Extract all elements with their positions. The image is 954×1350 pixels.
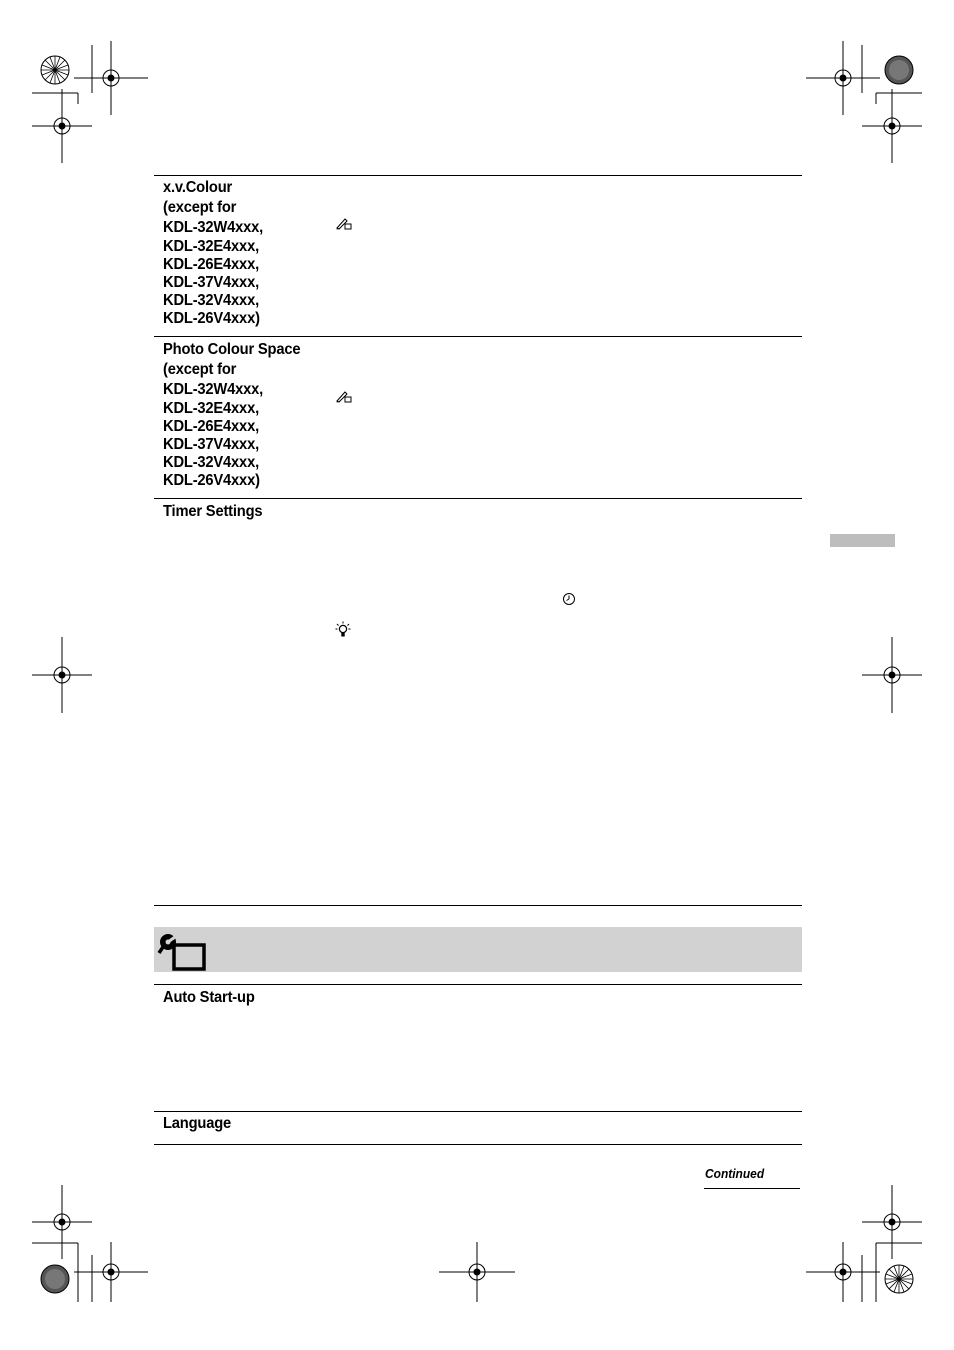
tip-lightbulb-icon: [335, 621, 351, 639]
timer-clock-icon: [562, 592, 576, 606]
continued-label: Continued: [705, 1166, 765, 1181]
section-end-rule: [154, 905, 802, 906]
term-line: KDL-32W4xxx,: [163, 219, 264, 237]
term-line: KDL-26V4xxx): [163, 472, 260, 490]
timer-settings-term: [163, 503, 319, 521]
table-top-rule: [154, 175, 802, 176]
term-line: (except for: [163, 199, 237, 217]
row-divider: [154, 984, 802, 985]
term-line: x.v.Colour: [163, 179, 233, 196]
term-line: KDL-32V4xxx,: [163, 454, 259, 472]
chapter-tab-marker: [830, 534, 895, 547]
auto-startup-term: [163, 989, 319, 1007]
term-line: KDL-26V4xxx): [163, 310, 260, 328]
term-line: KDL-26E4xxx,: [163, 255, 259, 273]
language-term: [163, 1115, 319, 1133]
continued-rule: [704, 1188, 800, 1189]
row-divider: [154, 336, 802, 337]
photo-colour-space-term: [163, 341, 319, 491]
term-line: Photo Colour Space: [163, 341, 301, 358]
term-line: KDL-32V4xxx,: [163, 292, 259, 310]
setup-section-band: [154, 927, 802, 972]
row-divider: [154, 1111, 802, 1112]
term-line: KDL-37V4xxx,: [163, 274, 259, 292]
note-pencil-icon: [335, 389, 353, 403]
term-line: KDL-32E4xxx,: [163, 399, 259, 417]
term-line: KDL-37V4xxx,: [163, 436, 259, 454]
term-line: Auto Start-up: [163, 989, 255, 1006]
term-line: (except for: [163, 361, 237, 379]
row-divider: [154, 498, 802, 499]
term-line: Language: [163, 1115, 232, 1132]
setup-wrench-monitor-icon: [157, 933, 209, 973]
term-line: KDL-32W4xxx,: [163, 381, 264, 399]
term-line: Timer Settings: [163, 503, 263, 520]
term-line: KDL-26E4xxx,: [163, 417, 259, 435]
xv-colour-term: [163, 179, 319, 329]
table-bottom-rule: [154, 1144, 802, 1145]
term-line: KDL-32E4xxx,: [163, 237, 259, 255]
note-pencil-icon: [335, 216, 353, 230]
